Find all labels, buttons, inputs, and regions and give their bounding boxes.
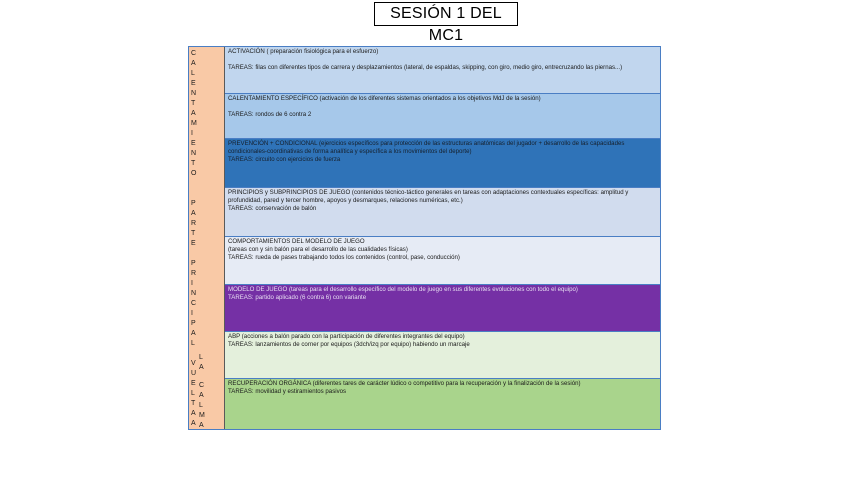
side-letter: E xyxy=(191,380,196,387)
row-principios-juego xyxy=(225,188,660,237)
side-letter: T xyxy=(191,400,196,407)
side-letter: T xyxy=(191,100,196,107)
row-heading: PRINCIPIOS y SUBPRINCIPIOS DE JUEGO (contenidos técnico-táctico generales en tareas con adaptaciones contextuales específicas: amplitud y profundidad, pared y tercer hombre, apoyos y desmarques, relaciones numéricas, etc.) xyxy=(228,189,629,205)
row-tasks: TAREAS: filas con diferentes tipos de carrera y desplazamientos (lateral, de espaldas, skipping, con giro, medio giro, entrecruzando las piernas...) xyxy=(228,64,623,72)
session-table xyxy=(188,46,661,430)
phase-labels-column xyxy=(189,47,225,429)
row-abp xyxy=(225,332,660,379)
side-letter: P xyxy=(191,320,196,327)
row-tasks: TAREAS: lanzamientos de corner por equipos (3dch/izq por equipo) habiendo un marcaje xyxy=(228,341,470,349)
side-letter: L xyxy=(199,354,203,361)
row-calentamiento-especifico xyxy=(225,94,660,139)
row-heading: ACTIVACIÓN ( preparación fisiológica para el esfuerzo) xyxy=(228,48,379,55)
session-title: SESIÓN 1 DEL MC1 xyxy=(374,2,518,26)
row-tasks: TAREAS: rondos de 6 contra 2 xyxy=(228,111,312,119)
side-letter: E xyxy=(191,240,196,247)
side-letter: L xyxy=(191,390,195,397)
row-comportamientos-modelo xyxy=(225,237,660,285)
side-letter: A xyxy=(191,410,196,417)
side-letter: A xyxy=(191,110,196,117)
side-letter: O xyxy=(191,170,197,177)
side-letter: M xyxy=(191,120,197,127)
row-prevencion-condicional xyxy=(225,139,660,188)
side-letter: P xyxy=(191,260,196,267)
side-letter: A xyxy=(191,420,196,427)
side-letter: A xyxy=(199,392,204,399)
row-tasks: TAREAS: partido aplicado (6 contra 6) con variante xyxy=(228,294,367,302)
row-heading: ABP (acciones a balón parado con la participación de diferentes integrantes del equipo) xyxy=(228,333,465,340)
side-letter: V xyxy=(191,360,196,367)
row-activacion xyxy=(225,47,660,94)
side-letter: C xyxy=(191,50,197,57)
row-tasks: TAREAS: conservación de balón xyxy=(228,205,317,213)
side-letter: N xyxy=(191,150,197,157)
side-letter: T xyxy=(191,230,196,237)
row-tasks: TAREAS: movilidad y estiramientos pasivos xyxy=(228,388,347,396)
side-letter: C xyxy=(199,382,205,389)
row-heading: RECUPERACIÓN ORGÁNICA (diferentes tares de carácter lúdico o competitivo para la recuperación y la finalización de la sesión) xyxy=(228,380,581,387)
side-letter: N xyxy=(191,290,197,297)
side-letter: R xyxy=(191,220,197,227)
side-letter: N xyxy=(191,90,197,97)
side-letter: L xyxy=(199,402,203,409)
side-letter: I xyxy=(191,310,193,317)
side-letter: L xyxy=(191,70,195,77)
side-letter: I xyxy=(191,130,193,137)
session-rows xyxy=(225,47,660,429)
row-heading: MODELO DE JUEGO (tareas para el desarrollo específico del modelo de juego en sus diferentes evoluciones con todo el equipo) xyxy=(228,286,578,293)
row-heading: CALENTAMIENTO ESPECÍFICO (activación de los diferentes sistemas orientados a los objetivos MdJ de la sesión) xyxy=(228,95,541,102)
side-letter: A xyxy=(199,364,204,371)
side-letter: A xyxy=(199,422,204,429)
side-letter: L xyxy=(191,340,195,347)
side-letter: M xyxy=(199,412,205,419)
row-modelo-juego xyxy=(225,285,660,332)
side-letter: A xyxy=(191,60,196,67)
side-letter: E xyxy=(191,140,196,147)
side-letter: E xyxy=(191,80,196,87)
row-subheading: (tareas con y sin balón para el desarrollo de las cualidades físicas) xyxy=(228,246,408,254)
side-letter: I xyxy=(191,280,193,287)
row-tasks: TAREAS: rueda de pases trabajando todos los contenidos (control, pase, conducción) xyxy=(228,254,460,262)
side-letter: T xyxy=(191,160,196,167)
side-letter: P xyxy=(191,200,196,207)
side-letter: A xyxy=(191,330,196,337)
side-letter: A xyxy=(191,210,196,217)
side-letter: R xyxy=(191,270,197,277)
row-tasks: TAREAS: circuito con ejercicios de fuerza xyxy=(228,156,341,164)
side-letter: C xyxy=(191,300,197,307)
row-heading: COMPORTAMIENTOS DEL MODELO DE JUEGO xyxy=(228,238,365,245)
row-heading: PREVENCIÓN + CONDICIONAL (ejercicios específicos para protección de las estructuras anatómicas del jugador + desarrollo de las capacidades condicionales-coordinativas de forma analítica y específica a los movimientos del deporte) xyxy=(228,140,625,156)
side-letter: U xyxy=(191,370,197,377)
row-recuperacion xyxy=(225,379,660,429)
